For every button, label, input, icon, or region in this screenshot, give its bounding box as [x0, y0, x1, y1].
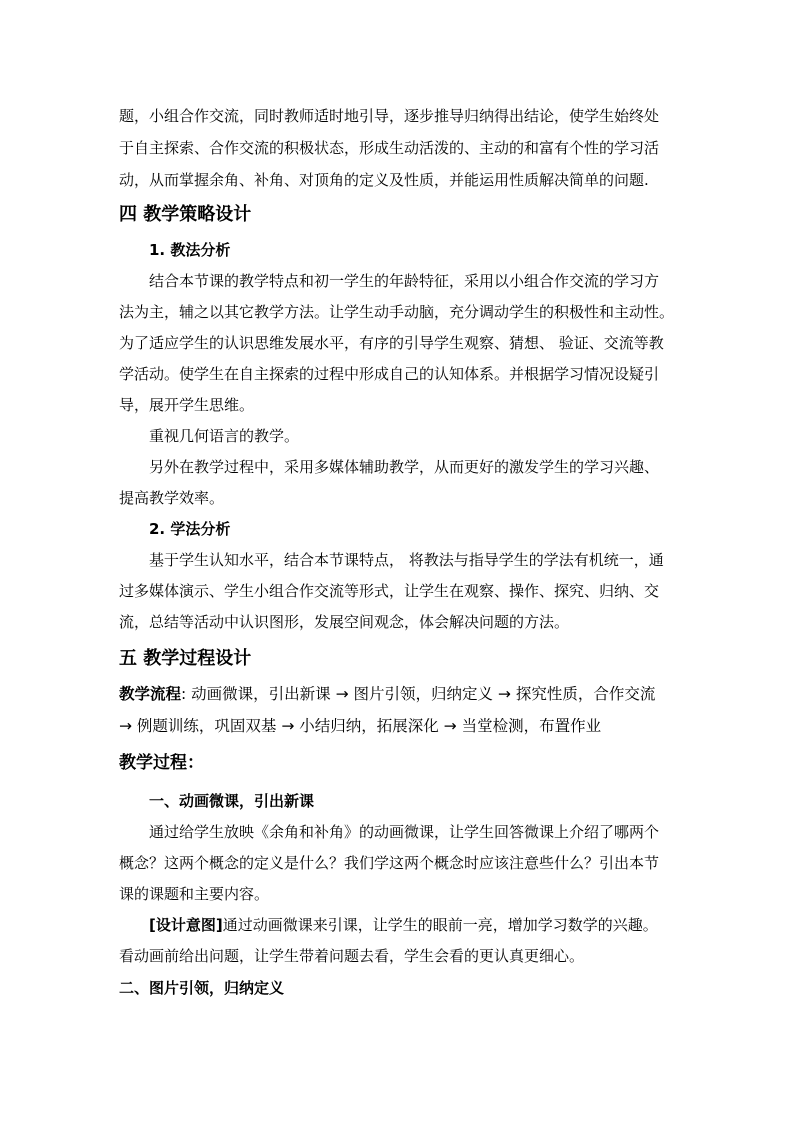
design-intent-label: [设计意图] — [149, 916, 223, 934]
teaching-flow-line-1 — [119, 684, 655, 704]
teaching-method-line-2: 法为主，辅之以其它教学方法。让学生动手动脑，充分调动学生的积极性和主动性。 — [119, 303, 675, 321]
learning-method-heading: 2. 学法分析 — [149, 520, 231, 538]
step-1-line-3: 课的课题和主要内容。 — [119, 885, 270, 903]
intro-line-2: 于自主探索、合作交流的积极状态，形成生动活泼的、主动的和富有个性的学习活 — [119, 139, 660, 157]
step-2-heading: 二、图片引领，归纳定义 — [119, 979, 285, 997]
multimedia-line-2: 提高教学效率。 — [119, 489, 225, 507]
intro-line-3: 动，从而掌握余角、补角、对顶角的定义及性质，并能运用性质解决简单的问题. — [119, 171, 649, 189]
teaching-flow-line-2: → 例题训练，巩固双基 → 小结归纳，拓展深化 → 当堂检测，布置作业 — [119, 717, 602, 735]
section-4-heading: 四 教学策略设计 — [119, 204, 252, 225]
multimedia-line-1: 另外在教学过程中，采用多媒体辅助教学，从而更好的激发学生的学习兴趣、 — [149, 458, 660, 476]
teaching-method-line-5: 导，展开学生思维。 — [119, 396, 255, 414]
step-1-line-1: 通过给学生放映《余角和补角》的动画微课，让学生回答微课上介绍了哪两个 — [149, 823, 660, 841]
design-intent-line-2: 看动画前给出问题，让学生带着问题去看，学生会看的更认真更细心。 — [119, 947, 585, 965]
teaching-method-line-4: 学活动。使学生在自主探索的过程中形成自己的认知体系。并根据学习情况设疑引 — [119, 365, 660, 383]
teaching-method-heading: 1. 教法分析 — [149, 241, 231, 259]
step-1-heading: 一、动画微课，引出新课 — [149, 792, 315, 810]
teaching-process-heading: 教学过程： — [119, 753, 204, 773]
design-intent-text-1: 通过动画微课来引课，让学生的眼前一亮，增加学习数学的兴趣。 — [222, 916, 658, 934]
learning-method-line-3: 流，总结等活动中认识图形，发展空间观念，体会解决问题的方法。 — [119, 613, 570, 631]
geometry-language-line: 重视几何语言的教学。 — [149, 427, 300, 445]
step-1-line-2: 概念？这两个概念的定义是什么？我们学这两个概念时应该注意些什么？引出本节 — [119, 854, 660, 872]
teaching-flow-text-1: : 动画微课，引出新课 → 图片引领，归纳定义 → 探究性质，合作交流 — [181, 685, 656, 703]
teaching-method-line-1: 结合本节课的教学特点和初一学生的年龄特征，采用以小组合作交流的学习方 — [149, 272, 660, 290]
teaching-flow-label: 教学流程 — [119, 685, 182, 703]
section-5-heading: 五 教学过程设计 — [119, 648, 252, 669]
learning-method-line-2: 过多媒体演示、学生小组合作交流等形式，让学生在观察、操作、探究、归纳、交 — [119, 582, 660, 600]
teaching-method-line-3: 为了适应学生的认识思维发展水平，有序的引导学生观察、猜想、 验证、交流等教 — [119, 334, 664, 352]
intro-line-1: 题，小组合作交流，同时教师适时地引导，逐步推导归纳得出结论，使学生始终处 — [119, 107, 660, 125]
design-intent-line-1 — [149, 915, 658, 935]
learning-method-line-1: 基于学生认知水平，结合本节课特点， 将教法与指导学生的学法有机统一，通 — [149, 551, 664, 569]
